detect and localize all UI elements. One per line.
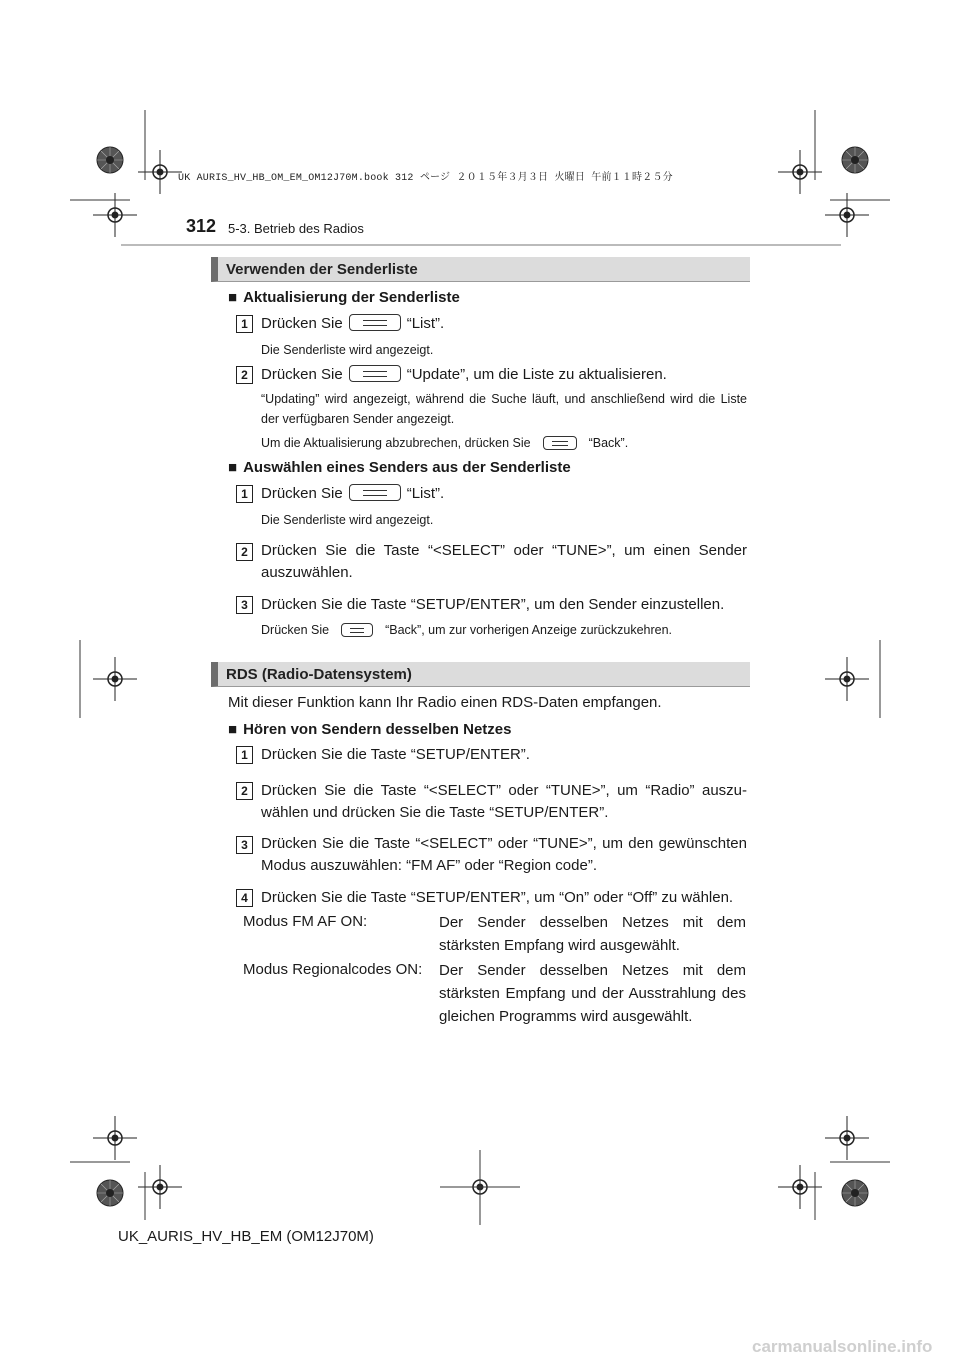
note: Um die Aktualisierung abzubrechen, drücken Sie “Back”. [261,436,629,450]
step-number: 1 [236,485,253,503]
page-number: 312 [186,216,217,236]
note: “Updating” wird angezeigt, während die Suche läuft, und anschließend wird die Liste der verfügbaren Sender angezeigt. [261,392,747,426]
registration-icon [93,657,137,701]
square-bullet-icon: ■ [228,459,238,476]
header-divider [121,244,841,246]
update-button-icon [349,365,401,382]
list-button-icon [349,314,401,331]
step-text: Drücken Sie die Taste “SETUP/ENTER”, um “On” oder “Off” zu wählen. [261,889,734,906]
book-info-line: UK AURIS_HV_HB_OM_EM_OM12J70M.book 312 ページ ２０１５年３月３日 火曜日 午前１１時２５分 [178,173,673,184]
star-target-icon [842,1180,868,1206]
step-text: Drücken Sie die Taste “SETUP/ENTER”, um den Sender einzustellen. [261,596,725,613]
step-number: 4 [236,889,253,907]
section-header-senderliste [211,257,750,282]
step-number: 2 [236,543,253,561]
subheading-network: ■ Hören von Sendern desselben Netzes [228,721,512,738]
chapter-title: 5-3. Betrieb des Radios [228,221,364,236]
step-text: Drücken Sie die Taste “<SELECT” oder “TUNE>”, um den gewünschten Modus auszuwählen: “FM AF” oder “Region code”. [261,835,747,874]
mode-description: Der Sender desselben Netzes mit dem stärksten Empfang und der Ausstrahlung des gleichen Programms wird ausgewählt. [439,962,746,1025]
step-number: 1 [236,746,253,764]
list-button-icon [349,484,401,501]
mode-label: Modus Regionalcodes ON: [243,961,423,978]
footer-code: UK_AURIS_HV_HB_EM (OM12J70M) [118,1228,374,1245]
back-button-icon [543,436,577,450]
square-bullet-icon: ■ [228,289,238,306]
step-number: 2 [236,782,253,800]
registration-icon [93,1116,137,1160]
registration-icon [825,1116,869,1160]
step-number: 1 [236,315,253,333]
step-number: 3 [236,596,253,614]
note: Drücken Sie “Back”, um zur vorherigen Anzeige zurückzukehren. [261,623,673,637]
mode-label: Modus FM AF ON: [243,913,368,930]
step-number: 3 [236,836,253,854]
mode-description: Der Sender desselben Netzes mit dem stärksten Empfang wird ausgewählt. [439,914,746,954]
subheading-select: ■ Auswählen eines Senders aus der Senderliste [228,459,571,476]
step-text: Drücken Sie die Taste “SETUP/ENTER”. [261,746,530,763]
star-target-icon [97,147,123,173]
section-title: Verwenden der Senderliste [226,261,418,278]
step-text: Drücken Sie “List”. [261,315,445,332]
watermark: carmanualsonline.info [752,1337,933,1356]
note: Die Senderliste wird angezeigt. [261,513,434,527]
step-text: Drücken Sie die Taste “<SELECT” oder “TUNE>”, um “Radio” auszu-wählen und drücken Sie die Taste “SETUP/ENTER”. [261,782,747,821]
square-bullet-icon: ■ [228,721,238,738]
registration-icon [825,657,869,701]
note: Die Senderliste wird angezeigt. [261,343,434,357]
section-header-rds [211,662,750,687]
step-text: Drücken Sie die Taste “<SELECT” oder “TUNE>”, um einen Sender auszuwählen. [261,542,747,581]
subheading-update: ■ Aktualisierung der Senderliste [228,289,460,306]
back-button-icon [341,623,373,637]
section-title: RDS (Radio-Datensystem) [226,666,412,683]
step-number: 2 [236,366,253,384]
step-text: Drücken Sie “List”. [261,485,445,502]
star-target-icon [97,1180,123,1206]
star-target-icon [842,147,868,173]
intro-text: Mit dieser Funktion kann Ihr Radio einen RDS-Daten empfangen. [228,694,662,711]
step-text: Drücken Sie “Update”, um die Liste zu aktualisieren. [261,366,667,383]
